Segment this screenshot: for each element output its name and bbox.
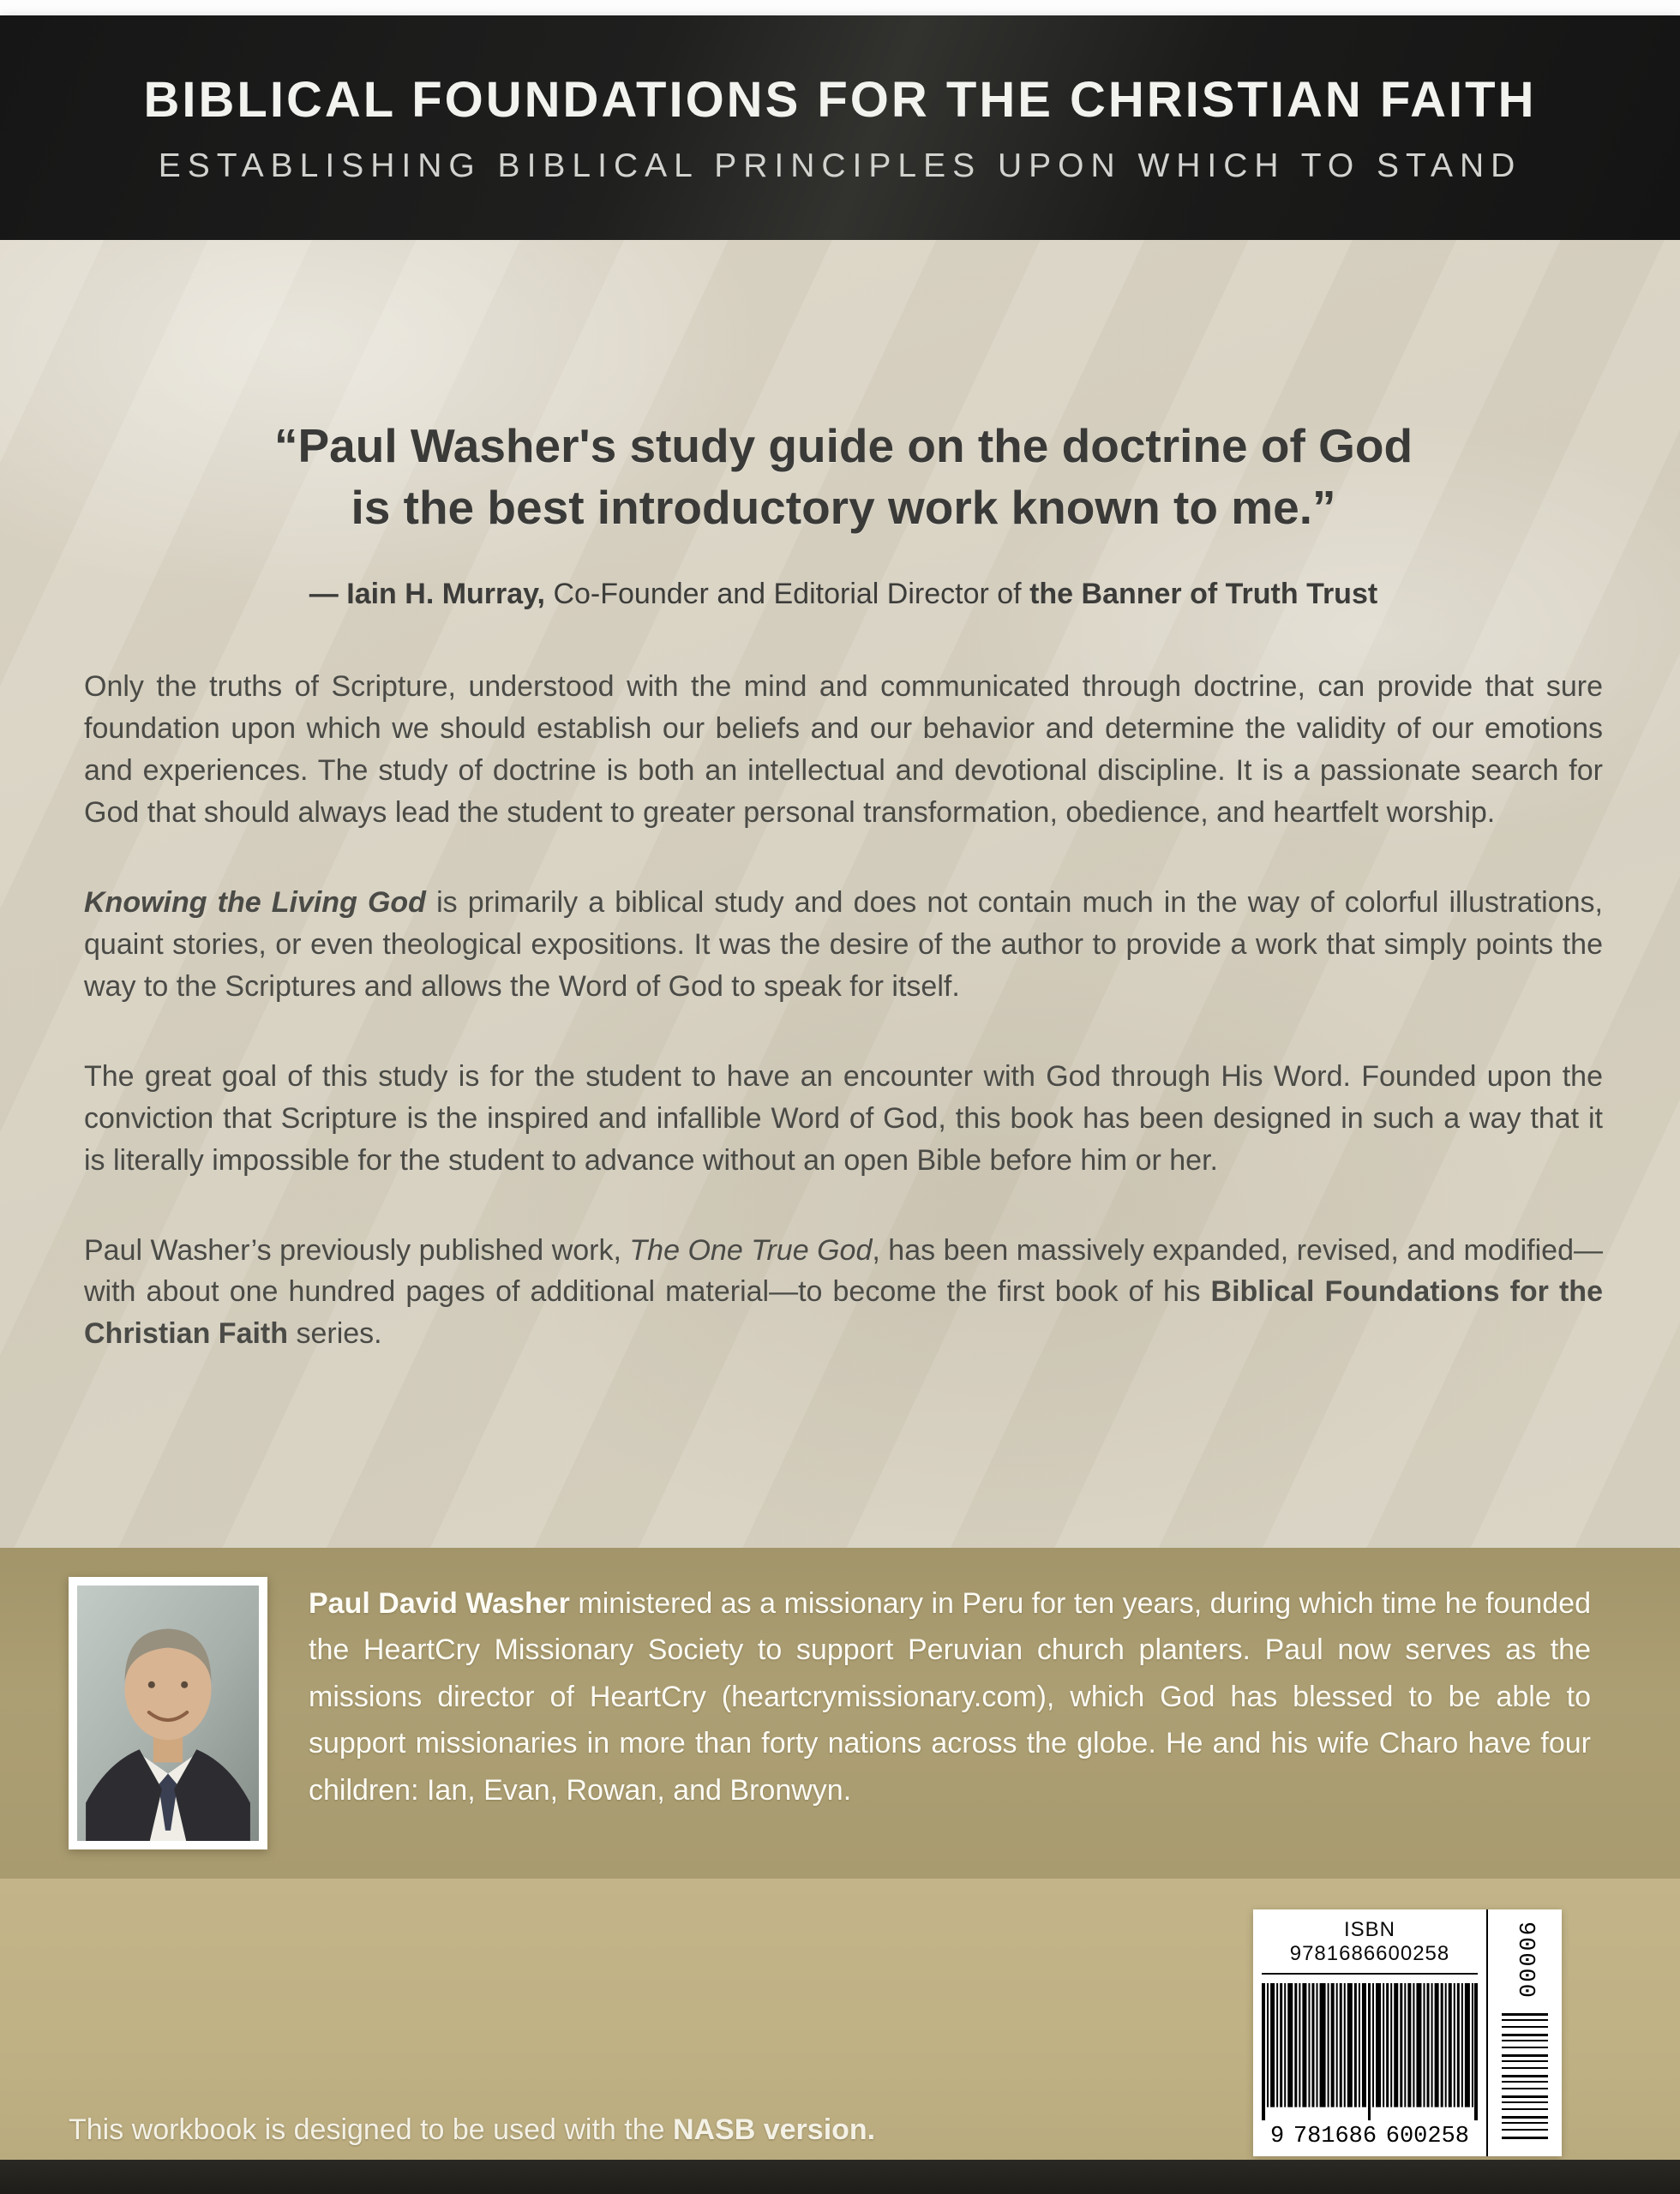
barcode-price-code: 90000 (1512, 1921, 1538, 2000)
author-portrait-image (77, 1586, 259, 1841)
barcode-addon-bars (1502, 2013, 1548, 2142)
barcode-price-compartment (1486, 1909, 1562, 2156)
barcode-digit-group-3: 600258 (1385, 2124, 1469, 2149)
attribution-name: — Iain H. Murray, (309, 578, 546, 610)
paragraph-previous-work (84, 1230, 1603, 1356)
paragraph-knowing-rest: is primarily a biblical study and does not contain much in the way of colorful illustrations, quaint stories, or even theological expositions. It was the desire of the author to provide a work that simply points the way to the Scriptures and allows the Word of God to speak for itself. (84, 885, 1604, 1003)
quote-line-2: is the best introductory work known to me.” (351, 480, 1336, 534)
previous-title-inline: The One True God (629, 1233, 873, 1267)
isbn-label: ISBN 9781686600258 (1262, 1918, 1478, 1975)
barcode-digit-group-1: 9 (1270, 2124, 1285, 2149)
author-photo (69, 1577, 267, 1849)
series-title-band (0, 15, 1680, 240)
barcode-digit-group-2: 781686 (1293, 2124, 1377, 2149)
footer-note (69, 2113, 875, 2147)
footer-note-version: NASB version. (672, 2113, 876, 2146)
back-cover-body (0, 240, 1680, 1548)
paragraph-goal: The great goal of this study is for the student to have an encounter with God through His Word. Founded upon the conviction that Scripture is the inspired and infallible Word of God, this book has been designed in such a way that it is literally impossible for the student to advance without an open Bible before him or her. (84, 1059, 1603, 1177)
paragraph-previous-end: series. (288, 1317, 382, 1351)
author-bio (309, 1580, 1591, 1813)
barcode-digits (1262, 2124, 1478, 2149)
author-band (0, 1548, 1680, 1879)
footer-note-text: This workbook is designed to be used with the (69, 2113, 673, 2146)
series-name-inline: Biblical Foundations for the Christian Faith (84, 1275, 1603, 1351)
barcode-bars (1262, 1983, 1478, 2122)
isbn-barcode-block (1253, 1909, 1562, 2156)
paragraph-doctrine: Only the truths of Scripture, understood with the mind and communicated through doctrine, can provide that sure foundation upon which we should establish our beliefs and our behavior and determine the validity of our emotions and experiences. The study of doctrine is both an intellectual and devotional discipline. It is a passionate search for God that should always lead the student to greater personal transformation, obedience, and heartfelt worship. (84, 670, 1603, 829)
photo-background-strip (0, 2160, 1680, 2194)
paragraph-previous-mid: , has been massively expanded, revised, and modified—with about one hundred pages of additional material—to become the first book of his (84, 1233, 1603, 1309)
attribution-role: Co-Founder and Editorial Director of (545, 578, 1030, 610)
page-background-top (0, 0, 1680, 15)
barcode-main (1253, 1909, 1486, 2156)
endorsement-quote (84, 416, 1603, 538)
paragraph-previous-start: Paul Washer’s previously published work, (84, 1233, 630, 1267)
author-name: Paul David Washer (309, 1587, 570, 1620)
attribution-organization: the Banner of Truth Trust (1029, 578, 1378, 610)
series-title: BIBLICAL FOUNDATIONS FOR THE CHRISTIAN FAITH (143, 71, 1537, 128)
author-bio-text: ministered as a missionary in Peru for ten years, during which time he founded the HeartCry Missionary Society to support Peruvian church planters. Paul now serves as the missions director of HeartCry (heartcrymissionary.com), which God has blessed to be able to support missionaries in more than forty nations across the globe. He and his wife Charo have four children: Ian, Evan, Rowan, and Bronwyn. (309, 1587, 1591, 1807)
book-title-inline: Knowing the Living God (84, 885, 426, 919)
series-subtitle: ESTABLISHING BIBLICAL PRINCIPLES UPON WHICH TO STAND (158, 147, 1522, 184)
quote-attribution (84, 578, 1603, 611)
paragraph-knowing-the-living-god (84, 882, 1603, 1008)
quote-line-1: “Paul Washer's study guide on the doctrine of God (273, 419, 1413, 472)
